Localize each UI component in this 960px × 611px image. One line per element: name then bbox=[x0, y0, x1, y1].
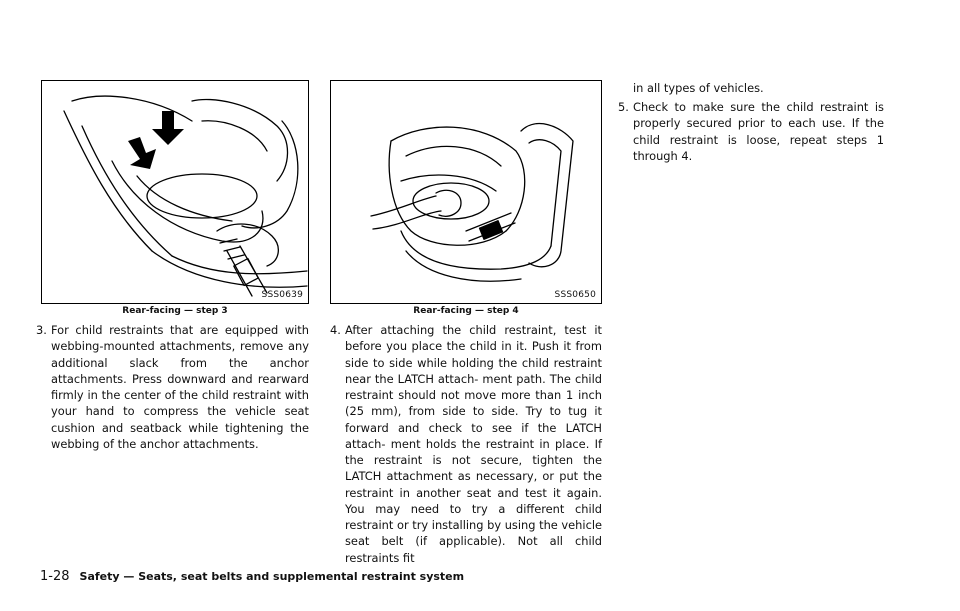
figure-caption: Rear-facing — step 4 bbox=[413, 306, 519, 316]
step-text: For child restraints that are equipped with webbing-mounted attachments, remove any additional slack from the anchor attachments. Press downward and rearward firmly in the center of the child restraint with your hand to compress the vehicle seat cushion and seatback while tightening the webbing of the anchor attachments. bbox=[51, 323, 309, 451]
figure-code: SSS0650 bbox=[554, 290, 596, 300]
figure-rear-facing-step-3 bbox=[41, 80, 309, 304]
step-number: 4. bbox=[330, 323, 341, 337]
section-title: Safety — Seats, seat belts and supplemental restraint system bbox=[79, 570, 465, 583]
step-number: 5. bbox=[618, 100, 629, 114]
instruction-step-5 bbox=[618, 99, 884, 164]
page-footer bbox=[40, 569, 464, 584]
page-number: 1-28 bbox=[40, 569, 70, 584]
step-number: 3. bbox=[36, 323, 47, 337]
figure-caption: Rear-facing — step 3 bbox=[122, 306, 228, 316]
instruction-step-4 bbox=[330, 322, 602, 566]
instruction-step-3 bbox=[36, 322, 309, 452]
figure-code: SSS0639 bbox=[261, 290, 303, 300]
figure-rear-facing-step-4 bbox=[330, 80, 602, 304]
illustration-press-restraint bbox=[42, 81, 309, 304]
step-4-continuation: in all types of vehicles. bbox=[633, 81, 764, 95]
illustration-test-restraint bbox=[331, 81, 602, 304]
step-text: After attaching the child restraint, test it before you place the child in it. Push it from side to side while holding the child restraint near the LATCH attach- ment path. The child restraint should not move more than 1 inch (25 mm), from side to side. Try to tug it forward and check to see if the LATCH attach- ment holds the restraint in place. If the restraint is not secure, tighten the LATCH attachment as necessary, or put the restraint in another seat and test it again. You may need to try a different child restraint or try installing by using the vehicle seat belt (if applicable). Not all child restraints fit bbox=[345, 323, 602, 565]
step-text: Check to make sure the child restraint is properly secured prior to each use. If the child restraint is loose, repeat steps 1 through 4. bbox=[633, 100, 884, 163]
